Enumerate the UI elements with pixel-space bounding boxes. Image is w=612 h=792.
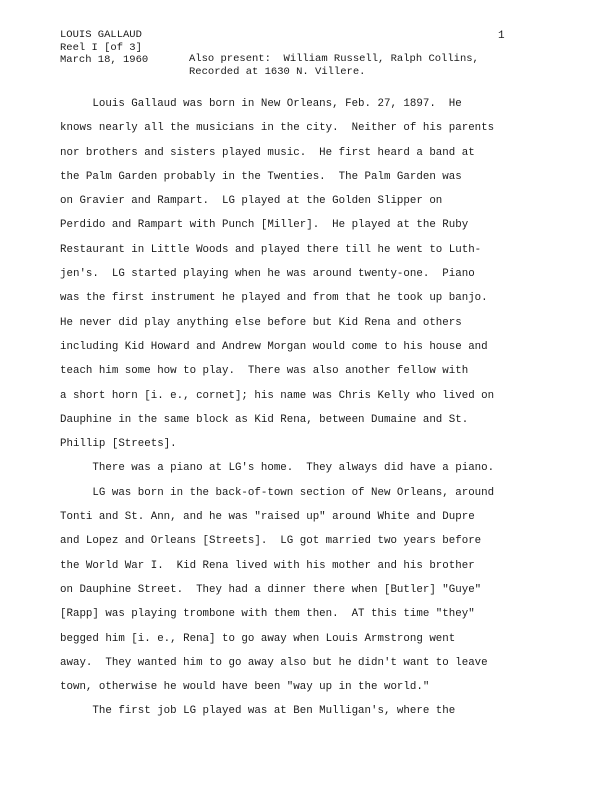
transcript-body: [60, 92, 560, 724]
transcript-line: The first job LG played was at Ben Mulligan's, where the: [60, 705, 456, 718]
transcript-line: teach him some how to play. There was also another fellow with: [60, 365, 469, 378]
header-left-block: [60, 29, 148, 67]
transcript-line: on Gravier and Rampart. LG played at the Golden Slipper on: [60, 195, 443, 208]
transcript-line: on Dauphine Street. They had a dinner there when [Butler] "Guye": [60, 583, 482, 596]
transcript-line: town, otherwise he would have been "way up in the world.": [60, 681, 430, 694]
reel-label: Reel I [of 3]: [60, 41, 142, 54]
recording-location-line: Recorded at 1630 N. Villere.: [189, 65, 366, 78]
interviewee-name: LOUIS GALLAUD: [60, 29, 142, 41]
transcript-line: There was a piano at LG's home. They always did have a piano.: [60, 462, 495, 475]
transcript-line: including Kid Howard and Andrew Morgan would come to his house and: [60, 340, 488, 353]
transcript-line: Tonti and St. Ann, and he was "raised up" around White and Dupre: [60, 511, 475, 524]
also-present-line: Also present: William Russell, Ralph Collins,: [189, 53, 479, 65]
transcript-line: away. They wanted him to go away also but he didn't want to leave: [60, 656, 488, 669]
transcript-line: jen's. LG started playing when he was around twenty-one. Piano: [60, 268, 475, 281]
transcript-line: a short horn [i. e., cornet]; his name was Chris Kelly who lived on: [60, 389, 495, 402]
transcript-line: Louis Gallaud was born in New Orleans, Feb. 27, 1897. He: [60, 98, 462, 110]
transcript-line: begged him [i. e., Rena] to go away when Louis Armstrong went: [60, 632, 456, 645]
header-attendance-block: [189, 53, 479, 78]
transcript-line: LG was born in the back-of-town section of New Orleans, around: [60, 486, 495, 499]
transcript-line: and Lopez and Orleans [Streets]. LG got married two years before: [60, 535, 482, 548]
page-number: 1: [498, 30, 505, 42]
transcript-line: was the first instrument he played and from that he took up banjo.: [60, 292, 488, 305]
transcript-line: Phillip [Streets].: [60, 438, 177, 451]
transcript-line: knows nearly all the musicians in the city. Neither of his parents: [60, 122, 495, 135]
transcript-line: He never did play anything else before but Kid Rena and others: [60, 316, 462, 329]
transcript-line: [Rapp] was playing trombone with them then. AT this time "they": [60, 608, 475, 621]
interview-date: March 18, 1960: [60, 54, 149, 66]
transcript-line: nor brothers and sisters played music. He first heard a band at: [60, 146, 475, 159]
transcript-line: the Palm Garden probably in the Twenties. The Palm Garden was: [60, 170, 462, 183]
transcript-line: Perdido and Rampart with Punch [Miller]. He played at the Ruby: [60, 219, 469, 232]
transcript-line: the World War I. Kid Rena lived with his mother and his brother: [60, 559, 475, 572]
transcript-line: Restaurant in Little Woods and played there till he went to Luth-: [60, 243, 482, 256]
transcript-line: Dauphine in the same block as Kid Rena, between Dumaine and St.: [60, 413, 469, 426]
